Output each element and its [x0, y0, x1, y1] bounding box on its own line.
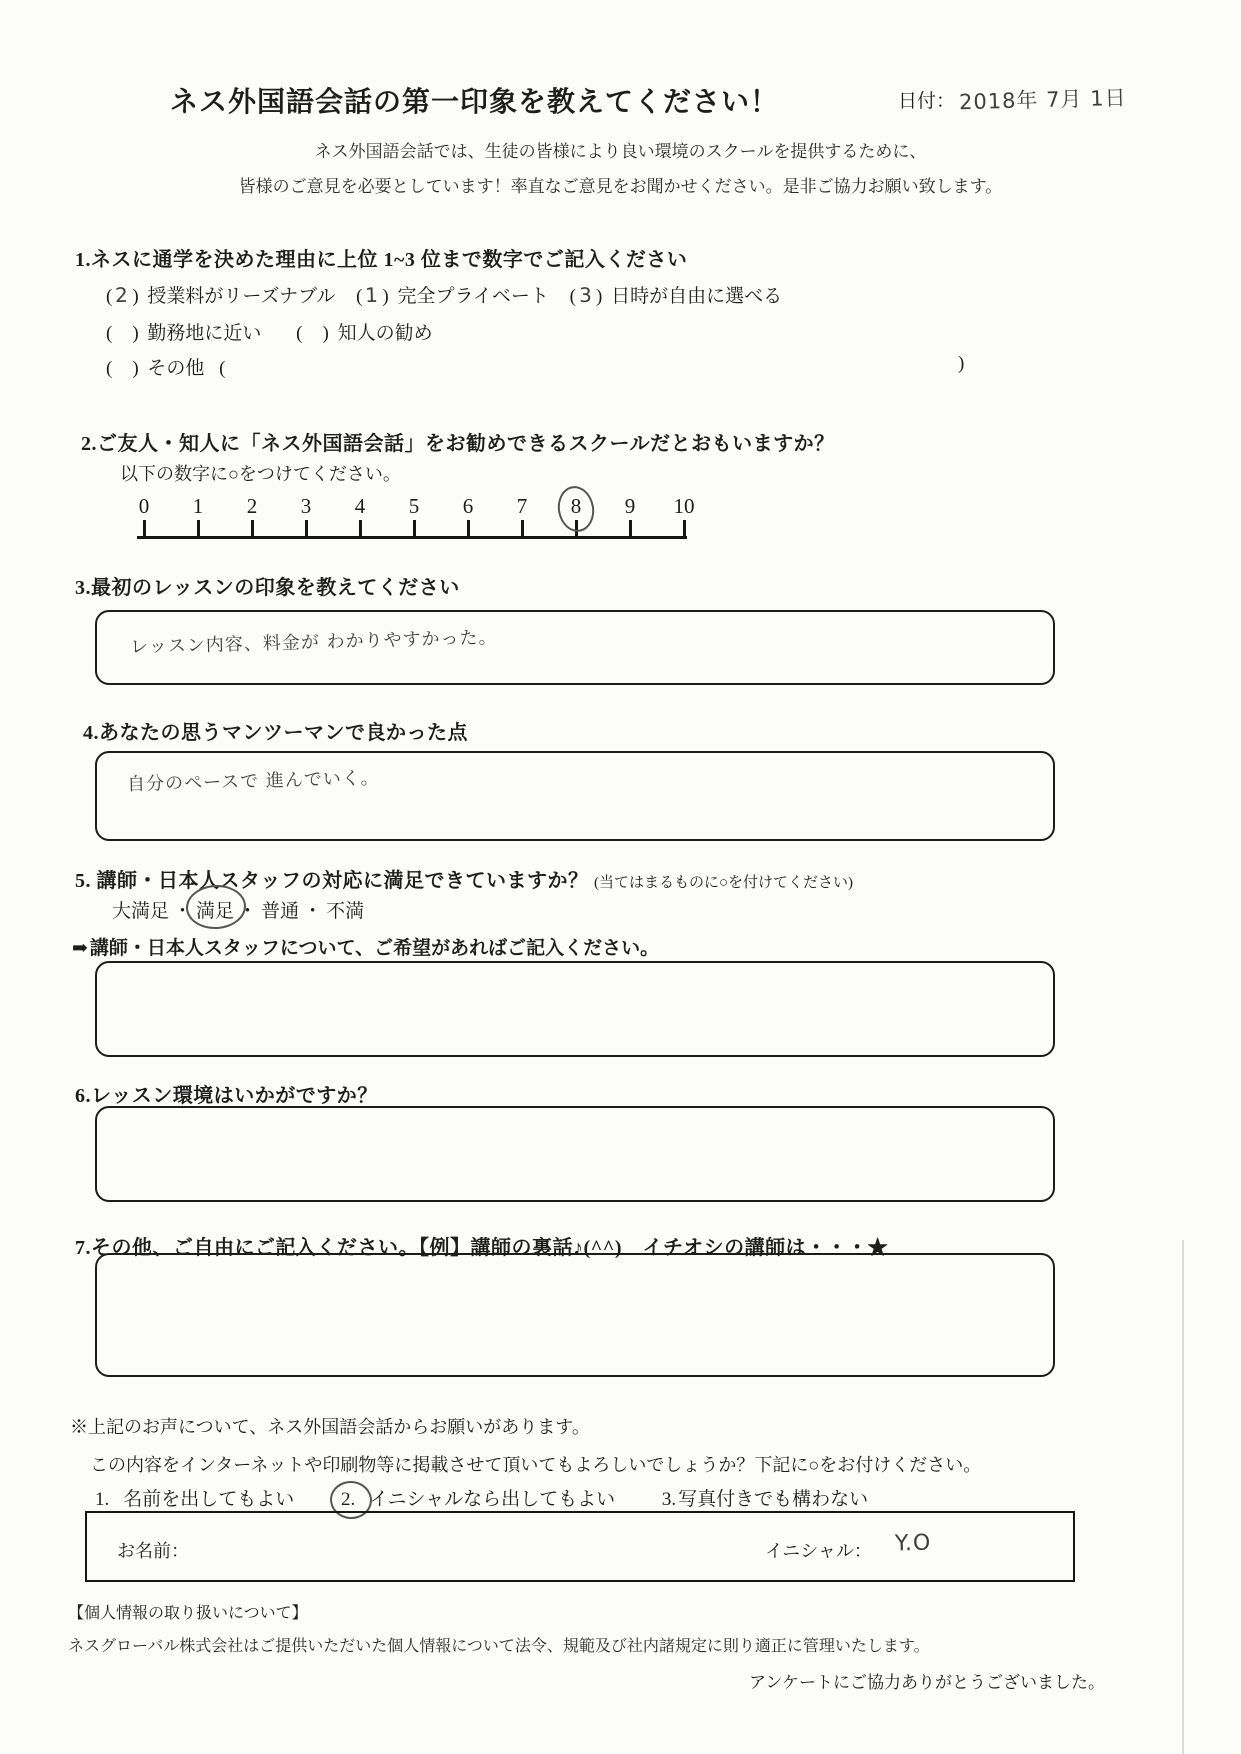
- q1-title: 1.ネスに通学を決めた理由に上位 1~3 位まで数字でご記入ください: [75, 249, 688, 271]
- arrow-right-icon: ➡: [72, 938, 88, 959]
- rank-value-handwritten[interactable]: 3: [578, 282, 594, 308]
- q6-answer-box[interactable]: [95, 1106, 1055, 1202]
- scale-tick: [575, 520, 578, 536]
- intro-line-1: ネス外国語会話では、生徒の皆様により良い環境のスクールを提供するために、: [314, 142, 927, 161]
- q1-option-recommended[interactable]: ( ) 知人の勧め: [296, 323, 433, 344]
- q1-option-reasonable-price[interactable]: ( 2 ) 授業料がリーズナブル: [106, 282, 336, 308]
- rank-value-handwritten[interactable]: 2: [115, 282, 130, 308]
- q5-options: 大満足 ・ 満足 ・ 普通 ・ 不満: [112, 896, 364, 923]
- privacy-heading: 【個人情報の取り扱いについて】: [68, 1605, 308, 1622]
- consent-option-initials[interactable]: 2. イニシャルなら出してもよい: [341, 1489, 620, 1510]
- rating-option-2[interactable]: 2: [225, 495, 279, 536]
- q1-options-row-2: [106, 318, 449, 345]
- rating-option-8[interactable]: 8: [549, 495, 603, 536]
- consent-option-photo[interactable]: 3. 写真付きでも構わない: [661, 1489, 869, 1510]
- q4-title: 4.あなたの思うマンツーマンで良かった点: [83, 722, 468, 744]
- name-label: お名前：: [117, 1541, 189, 1561]
- q3-answer-box[interactable]: [95, 610, 1055, 685]
- scale-tick: [629, 520, 632, 536]
- q2-instruction: 以下の数字に○をつけてください。: [120, 464, 401, 484]
- q1-option-private-lesson[interactable]: ( 1 ) 完全プライベート: [356, 282, 549, 308]
- rank-value-handwritten[interactable]: 1: [365, 282, 380, 308]
- q7-answer-box[interactable]: [95, 1253, 1055, 1377]
- q5-title: 5. 講師・日本人スタッフの対応に満足できていますか？ (当てはまるものに○を付けてください): [75, 870, 854, 892]
- consent-option-full-name[interactable]: 1. 名前を出してもよい: [95, 1489, 295, 1510]
- q1-option-label: 授業料がリーズナブル: [147, 286, 336, 307]
- q5-answer-box[interactable]: [95, 961, 1055, 1057]
- q7-title: 7.その他、ご自由にご記入ください。【例】講師の裏話♪(^^) イチオシの講師は・・・★: [75, 1237, 889, 1259]
- q2-title: 2.ご友人・知人に「ネス外国語会話」をお勧めできるスクールだとおもいますか？: [81, 433, 835, 455]
- privacy-text: ネスグローバル株式会社はご提供いただいた個人情報について法令、規範及び社内諸規定に則り適正に管理いたします。: [68, 1638, 930, 1655]
- rating-option-5[interactable]: 5: [387, 495, 441, 536]
- q1-option-label: 勤務地に近い: [147, 323, 262, 344]
- q1-options-row-1: [106, 281, 798, 308]
- q5-option-satisfied[interactable]: 満足: [196, 896, 234, 923]
- q6-title: 6.レッスン環境はいかがですか？: [75, 1085, 378, 1107]
- rating-option-0[interactable]: 0: [117, 495, 171, 536]
- scale-tick: [143, 520, 146, 536]
- q4-answer-box[interactable]: [95, 751, 1055, 841]
- rating-option-10[interactable]: 10: [657, 495, 711, 536]
- q1-other-close-paren: ): [958, 353, 965, 374]
- scale-tick: [521, 520, 524, 536]
- rating-scale: [117, 495, 711, 541]
- q1-options-row-3: [106, 353, 242, 380]
- intro-line-2: 皆様のご意見を必要としています！率直なご意見をお聞かせください。是非ご協力お願い致します。: [238, 177, 1003, 196]
- scale-tick: [359, 520, 362, 536]
- rating-option-6[interactable]: 6: [441, 495, 495, 536]
- consent-note: ※上記のお声について、ネス外国語会話からお願いがあります。: [70, 1417, 590, 1437]
- initial-value-handwritten[interactable]: Y.O: [894, 1530, 932, 1557]
- page-title: ネス外国語会話の第一印象を教えてください！: [170, 87, 780, 118]
- q1-option-flexible-schedule[interactable]: ( 3 ) 日時が自由に選べる: [569, 282, 783, 308]
- thanks-message: アンケートにご協力ありがとうございました。: [749, 1673, 1105, 1692]
- q1-option-other[interactable]: ( ) その他 (: [106, 358, 226, 379]
- date-label: 日付：: [898, 91, 956, 112]
- rating-option-7[interactable]: 7: [495, 495, 549, 536]
- date-value-handwritten: 2018年 7月 1日: [958, 85, 1127, 115]
- q1-option-label: 知人の勧め: [337, 323, 433, 344]
- consent-question: この内容をインターネットや印刷物等に掲載させて頂いてもよろしいでしょうか？下記に○をお付けください。: [90, 1455, 982, 1475]
- q5-option-neutral[interactable]: 普通: [261, 901, 300, 922]
- q5-title-note: (当てはまるものに○を付けてください): [594, 875, 854, 891]
- rating-option-1[interactable]: 1: [171, 495, 225, 536]
- q1-option-label: 完全プライベート: [397, 286, 549, 307]
- scale-tick: [197, 520, 200, 536]
- q5-option-very-satisfied[interactable]: 大満足: [112, 901, 170, 922]
- q5-followup: ➡ 講師・日本人スタッフについて、ご希望があればご記入ください。: [72, 938, 660, 959]
- q1-option-near-work[interactable]: ( ) 勤務地に近い: [106, 323, 262, 344]
- rating-scale-cells: [117, 495, 711, 536]
- q4-answer-handwritten: 自分のペースで 進んでいく。: [126, 767, 380, 796]
- rating-option-3[interactable]: 3: [279, 495, 333, 536]
- consent-options: [95, 1484, 910, 1511]
- scale-tick: [467, 520, 470, 536]
- rating-option-9[interactable]: 9: [603, 495, 657, 536]
- scale-tick: [305, 520, 308, 536]
- scale-tick: [413, 520, 416, 536]
- q1-option-label: 日時が自由に選べる: [611, 286, 783, 307]
- scale-tick: [683, 520, 686, 536]
- name-box: [85, 1511, 1075, 1582]
- initial-label: イニシャル：: [765, 1541, 872, 1561]
- scan-edge-artifact: [1182, 1240, 1184, 1754]
- q3-answer-handwritten: レッスン内容、料金が わかりやすかった。: [129, 627, 498, 658]
- q5-option-dissatisfied[interactable]: 不満: [326, 901, 365, 922]
- rating-option-4[interactable]: 4: [333, 495, 387, 536]
- scale-tick: [251, 520, 254, 536]
- date-field[interactable]: [898, 84, 1127, 114]
- q1-option-label: その他: [147, 358, 205, 379]
- q3-title: 3.最初のレッスンの印象を教えてください: [75, 577, 460, 599]
- scale-baseline: [137, 536, 687, 539]
